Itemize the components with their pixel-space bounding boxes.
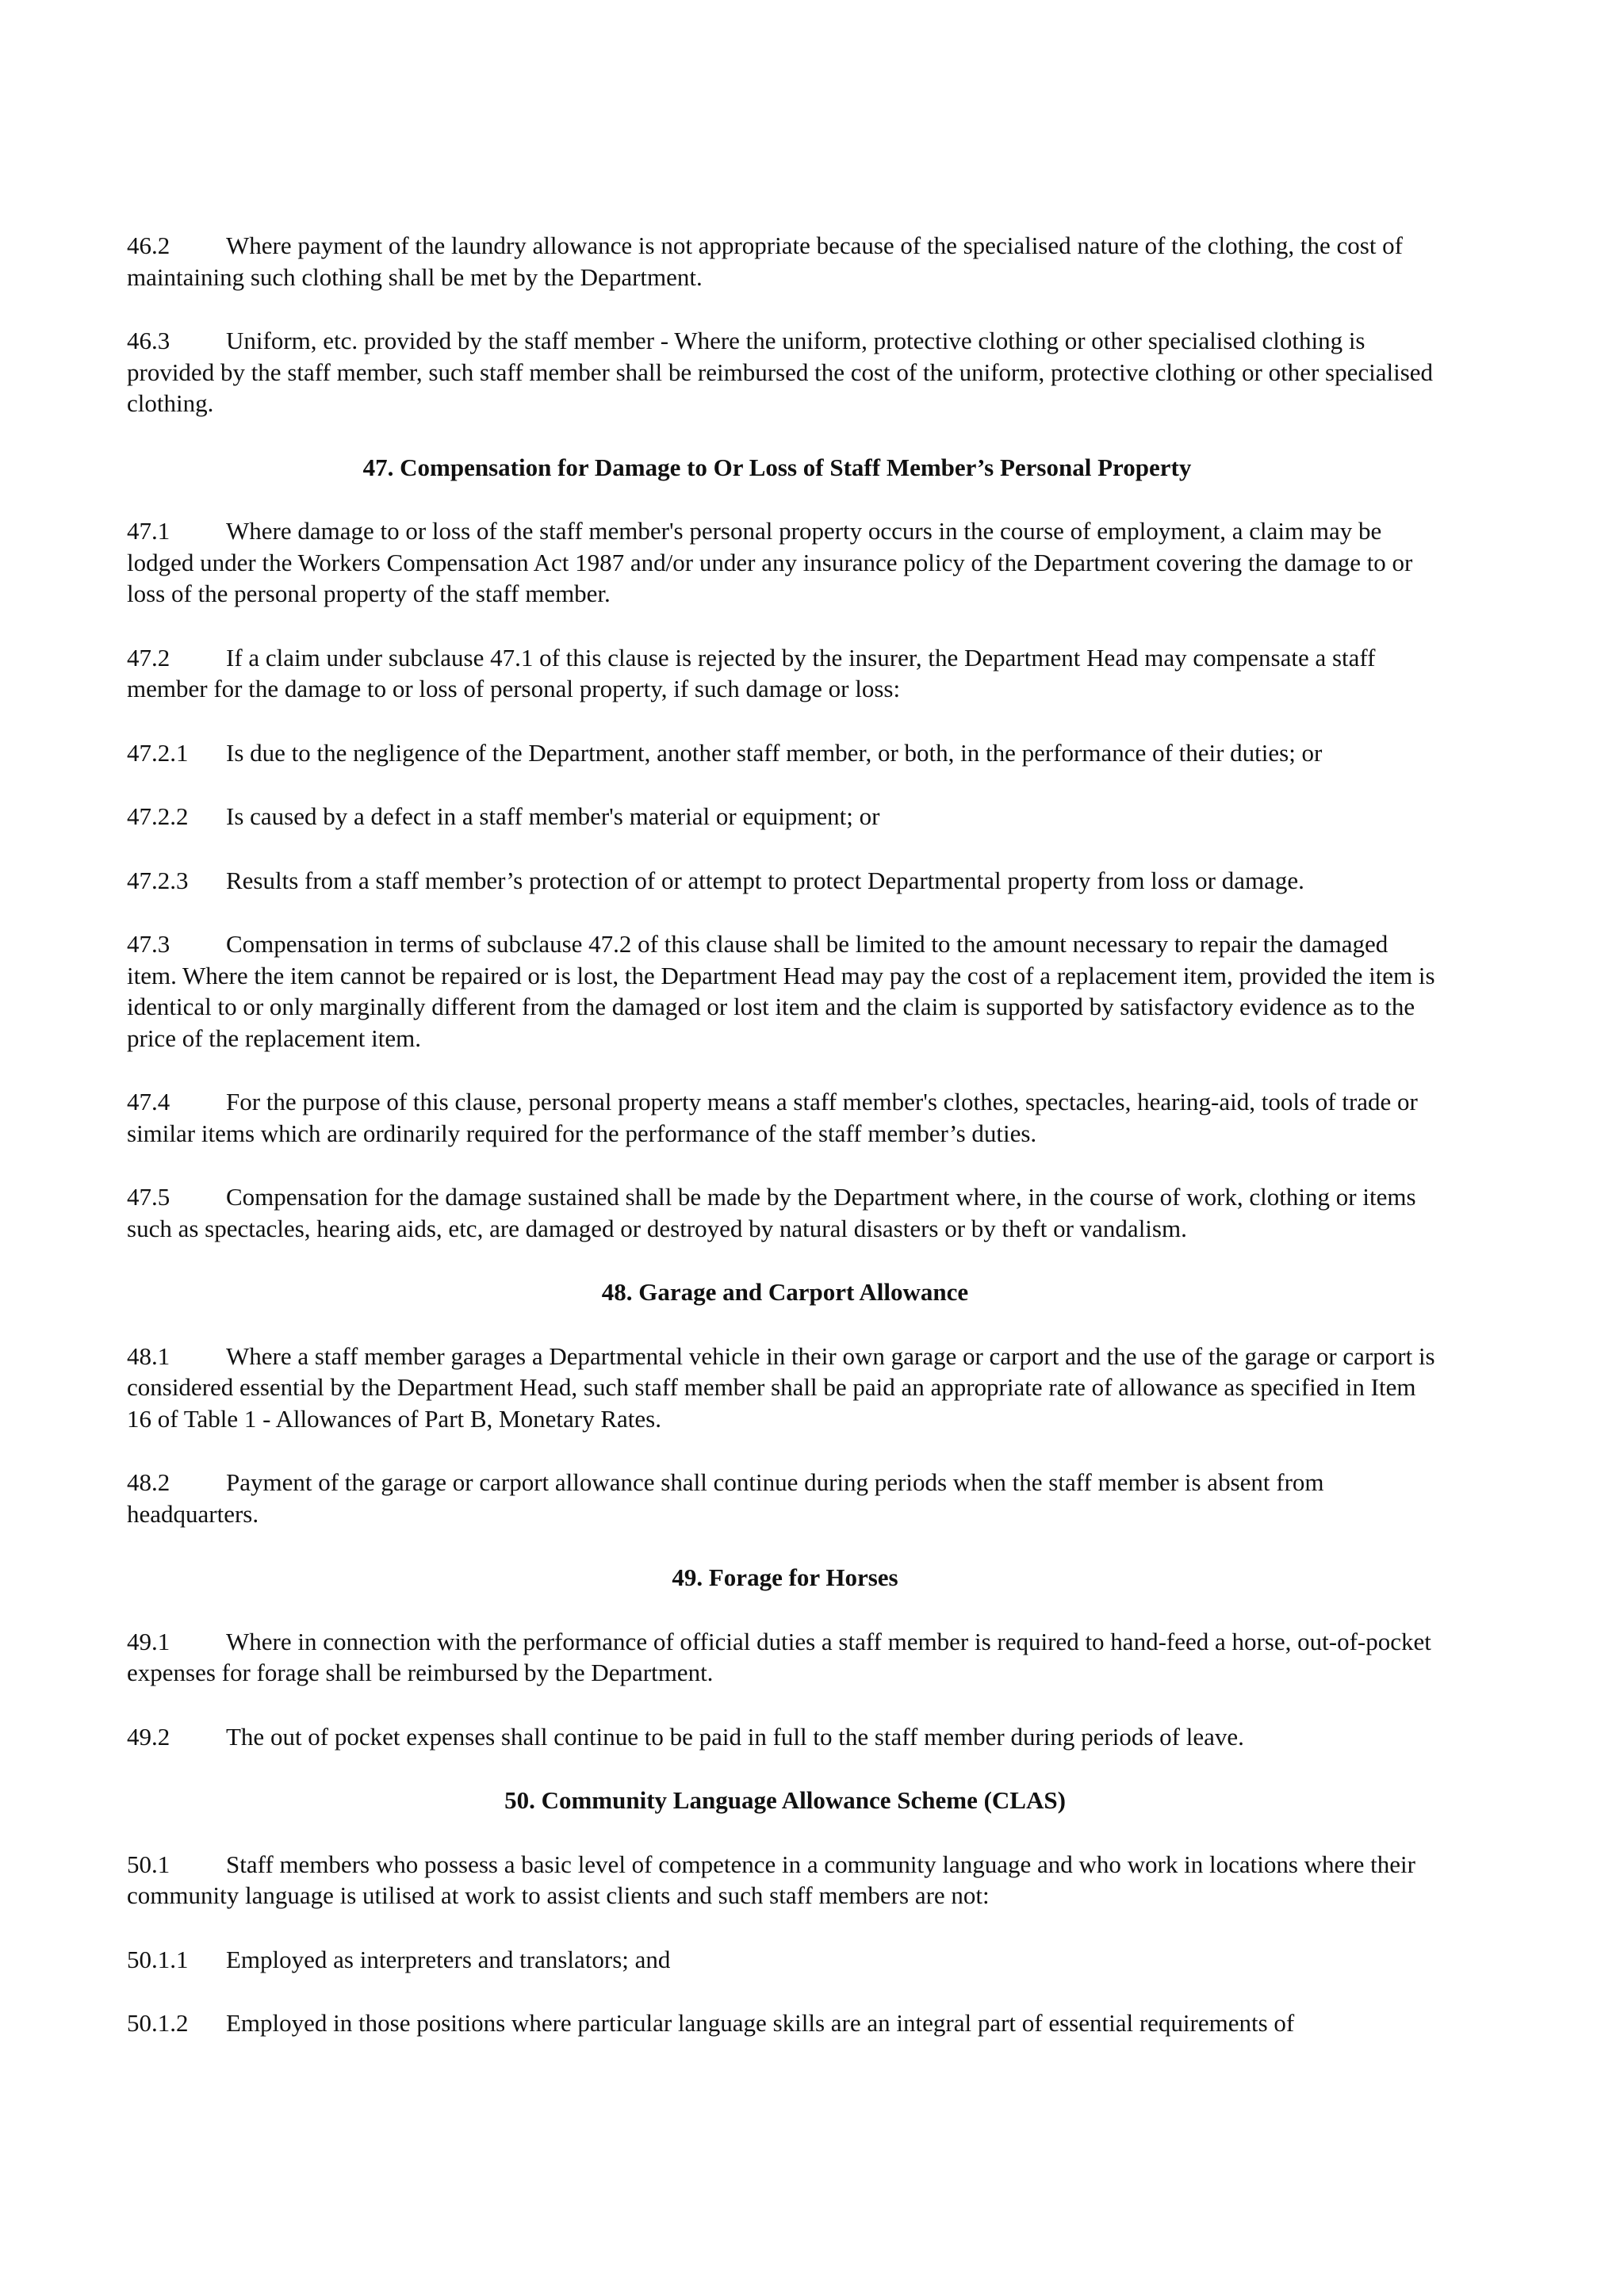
paragraph-47-1 xyxy=(127,515,1443,610)
paragraph-47-5 xyxy=(127,1181,1443,1244)
clause-text: Compensation in terms of subclause 47.2 of this clause shall be limited to the amount necessary to repair the damaged item. Where the item cannot be repaired or is lost, the Department Head may pay the cost of a replacement item, provided the item is identical to or only marginally different from the damaged or lost item and the claim is supported by satisfactory evidence as to the price of the replacement item. xyxy=(127,930,1435,1052)
paragraph-50-1-2 xyxy=(127,2007,1443,2039)
clause-number: 47.3 xyxy=(127,930,170,958)
paragraph-47-3 xyxy=(127,928,1443,1054)
clause-text: Where payment of the laundry allowance is not appropriate because of the specialised nature of the clothing, the cost of maintaining such clothing shall be met by the Department. xyxy=(127,232,1404,291)
heading-clause-48: 48. Garage and Carport Allowance xyxy=(601,1278,969,1306)
clause-number: 48.2 xyxy=(127,1468,170,1496)
clause-text: Uniform, etc. provided by the staff member - Where the uniform, protective clothing or other specialised clothing is provided by the staff member, such staff member shall be reimbursed the cost of the uniform, protective clothing or other specialised clothing. xyxy=(127,327,1434,417)
clause-text: Results from a staff member’s protection of or attempt to protect Departmental property from loss or damage. xyxy=(226,866,1304,894)
clause-number: 47.5 xyxy=(127,1183,170,1211)
clause-number: 46.2 xyxy=(127,232,170,259)
clause-text: Staff members who possess a basic level of competence in a community language and who work in locations where their community language is utilised at work to assist clients and such staff members are not: xyxy=(127,1850,1415,1909)
clause-number: 47.1 xyxy=(127,517,170,545)
heading-clause-49: 49. Forage for Horses xyxy=(672,1563,898,1591)
clause-number: 47.2.3 xyxy=(127,866,189,894)
paragraph-47-2-1 xyxy=(127,737,1443,769)
clause-number: 46.3 xyxy=(127,327,170,354)
paragraph-49-2 xyxy=(127,1721,1443,1753)
clause-text: Compensation for the damage sustained shall be made by the Department where, in the course of work, clothing or items such as spectacles, hearing aids, etc, are damaged or destroyed by natural disasters or by theft or vandalism. xyxy=(127,1183,1416,1242)
heading-clause-50: 50. Community Language Allowance Scheme (CLAS) xyxy=(504,1786,1066,1814)
clause-text: Payment of the garage or carport allowance shall continue during periods when the staff member is absent from headquarters. xyxy=(127,1468,1324,1528)
paragraph-46-2 xyxy=(127,230,1443,293)
document-page xyxy=(127,230,1443,2072)
paragraph-48-1 xyxy=(127,1341,1443,1435)
paragraph-48-2 xyxy=(127,1467,1443,1529)
clause-text: Where in connection with the performance of official duties a staff member is required to hand-feed a horse, out-of-pocket expenses for forage shall be reimbursed by the Department. xyxy=(127,1627,1431,1686)
clause-number: 47.2.1 xyxy=(127,738,189,767)
paragraph-47-2-3 xyxy=(127,865,1443,897)
clause-text: If a claim under subclause 47.1 of this clause is rejected by the insurer, the Department Head may compensate a staff member for the damage to or loss of personal property, if such damage or loss: xyxy=(127,643,1376,702)
clause-number: 50.1.2 xyxy=(127,2009,189,2037)
paragraph-50-1 xyxy=(127,1849,1443,1911)
paragraph-49-1 xyxy=(127,1626,1443,1689)
clause-text: Employed in those positions where particular language skills are an integral part of essential requirements of xyxy=(226,2009,1295,2037)
clause-number: 48.1 xyxy=(127,1341,170,1370)
clause-number: 49.2 xyxy=(127,1722,170,1751)
clause-text: Is caused by a defect in a staff member's material or equipment; or xyxy=(226,802,880,830)
paragraph-46-3 xyxy=(127,325,1443,419)
clause-number: 47.4 xyxy=(127,1088,170,1115)
clause-number: 50.1.1 xyxy=(127,1945,189,1973)
paragraph-47-2-2 xyxy=(127,801,1443,832)
clause-number: 47.2.2 xyxy=(127,802,189,830)
heading-clause-47: 47. Compensation for Damage to Or Loss of Staff Member’s Personal Property xyxy=(362,453,1192,481)
clause-number: 49.1 xyxy=(127,1627,170,1655)
clause-text: For the purpose of this clause, personal property means a staff member's clothes, spectacles, hearing-aid, tools of trade or similar items which are ordinarily required for the performance of the staff member’s duties. xyxy=(127,1088,1418,1147)
paragraph-50-1-1 xyxy=(127,1944,1443,1976)
paragraph-47-2 xyxy=(127,642,1443,705)
clause-text: Where a staff member garages a Departmental vehicle in their own garage or carport and the use of the garage or carport is considered essential by the Department Head, such staff member shall be paid an appropriate rate of allowance as specified in Item 16 of Table 1 - Allowances of Part B, Monetary Rates. xyxy=(127,1341,1435,1433)
clause-text: Is due to the negligence of the Department, another staff member, or both, in the performance of their duties; or xyxy=(226,738,1323,767)
clause-text: Where damage to or loss of the staff member's personal property occurs in the course of employment, a claim may be lodged under the Workers Compensation Act 1987 and/or under any insurance policy of the Department covering the damage to or loss of the personal property of the staff member. xyxy=(127,517,1413,607)
clause-text: Employed as interpreters and translators; and xyxy=(226,1945,671,1973)
clause-number: 50.1 xyxy=(127,1850,170,1878)
clause-text: The out of pocket expenses shall continue to be paid in full to the staff member during periods of leave. xyxy=(226,1722,1244,1751)
clause-number: 47.2 xyxy=(127,643,170,672)
paragraph-47-4 xyxy=(127,1086,1443,1149)
